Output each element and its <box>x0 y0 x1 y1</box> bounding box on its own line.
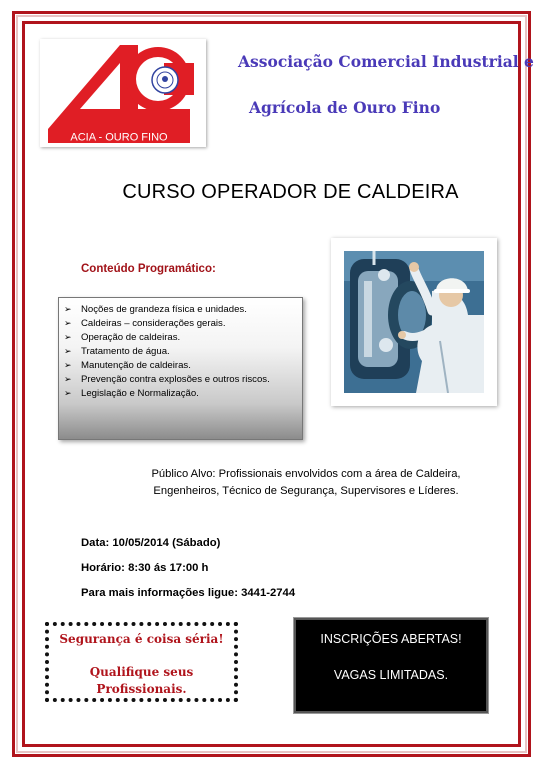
audience-line2: Engenheiros, Técnico de Segurança, Supervisores e Líderes. <box>153 485 459 497</box>
arrow-bullet-icon: ➢ <box>64 374 72 384</box>
org-name-line2: Agrícola de Ouro Fino <box>249 98 441 117</box>
org-name-line1: Associação Comercial Industrial e <box>238 52 534 71</box>
topic-text: Tratamento de água. <box>81 346 170 357</box>
list-item <box>64 373 296 386</box>
acia-logo <box>40 39 206 147</box>
limited-spots: VAGAS LIMITADAS. <box>333 668 449 682</box>
course-time: Horário: 8:30 ás 17:00 h <box>81 562 209 574</box>
registration-open: INSCRIÇÕES ABERTAS! <box>320 632 462 646</box>
arrow-bullet-icon: ➢ <box>64 360 72 370</box>
logo-caption: ACIA - OURO FINO <box>70 131 168 144</box>
arrow-bullet-icon: ➢ <box>64 332 72 342</box>
contact-phone: Para mais informações ligue: 3441-2744 <box>81 587 296 599</box>
list-item <box>64 345 296 358</box>
arrow-bullet-icon: ➢ <box>64 346 72 356</box>
course-title: CURSO OPERADOR DE CALDEIRA <box>122 181 459 203</box>
qualify-line2: Profissionais. <box>96 682 187 696</box>
topics-list <box>59 298 302 400</box>
topic-text: Legislação e Normalização. <box>81 388 199 399</box>
safety-slogan: Segurança é coisa séria! <box>59 632 224 646</box>
audience-line1: Público Alvo: Profissionais envolvidos com a área de Caldeira, <box>151 468 461 480</box>
arrow-bullet-icon: ➢ <box>64 304 72 314</box>
course-date: Data: 10/05/2014 (Sábado) <box>81 537 221 549</box>
arrow-bullet-icon: ➢ <box>64 318 72 328</box>
topic-text: Caldeiras – considerações gerais. <box>81 318 226 329</box>
list-item <box>64 317 296 330</box>
topic-text: Manutenção de caldeiras. <box>81 360 191 371</box>
list-item <box>64 387 296 400</box>
topic-text: Noções de grandeza física e unidades. <box>81 304 247 315</box>
topics-panel <box>58 297 303 440</box>
worker-image <box>344 251 484 393</box>
safety-callout <box>45 622 238 702</box>
list-item <box>64 303 296 316</box>
boiler-operator-illustration <box>331 238 497 406</box>
qualify-message <box>49 664 234 698</box>
list-item <box>64 331 296 344</box>
target-audience <box>131 466 481 500</box>
qualify-line1: Qualifique seus <box>89 665 194 679</box>
content-heading: Conteúdo Programático: <box>81 263 216 275</box>
topic-text: Prevenção contra explosões e outros riscos. <box>81 374 270 385</box>
registration-callout <box>294 618 488 713</box>
list-item <box>64 359 296 372</box>
arrow-bullet-icon: ➢ <box>64 388 72 398</box>
topic-text: Operação de caldeiras. <box>81 332 181 343</box>
